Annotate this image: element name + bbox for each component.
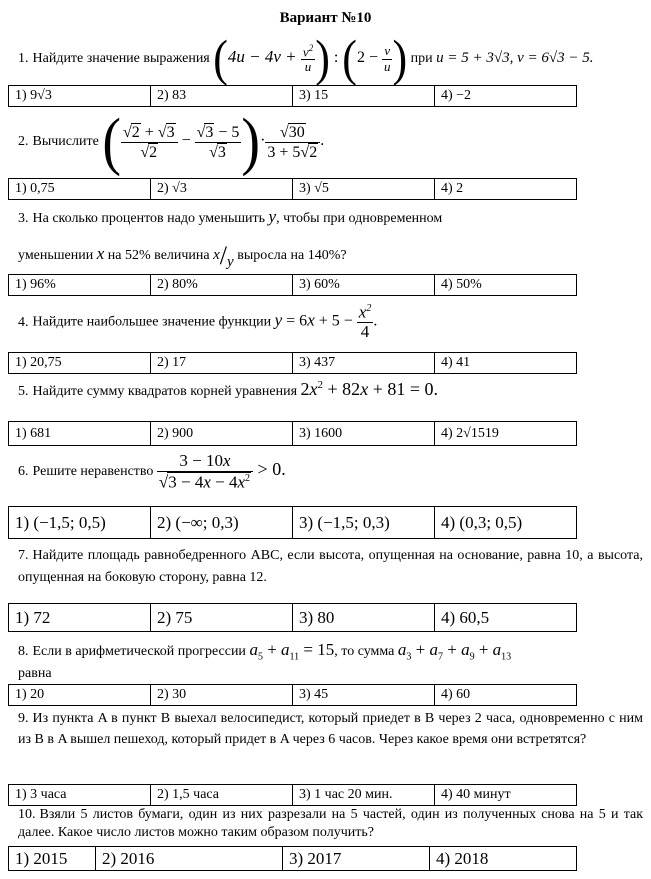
- question-9: [18, 708, 643, 750]
- answer-option[interactable]: 4) 2018: [430, 847, 577, 871]
- answer-table-4: [8, 352, 577, 374]
- answer-option[interactable]: 2) √3: [151, 179, 293, 200]
- question-text: Из пункта A в пункт B выехал велосипедист, который приедет в B через 2 часа, одновременно с ним из B в A вышел пешеход, который придет в A через 6 часов. Через какое время они встретятся?: [18, 711, 643, 747]
- question-text: Взяли 5 листов бумаги, один из них разрезали на 5 частей, один из полученных снова на 5 и так далее. Какое число листов можно таким образом получить?: [18, 807, 643, 840]
- answer-table-3: [8, 274, 577, 296]
- question-3-line-2: уменьшении x на 52% величина x/y выросла на 140%?: [18, 241, 347, 271]
- question-number: 7.: [18, 548, 29, 563]
- answer-option[interactable]: 3) (−1,5; 0,3): [293, 507, 435, 539]
- condition: u = 5 + 3√3, v = 6√3 − 5.: [436, 50, 594, 67]
- question-4: 4. Найдите наибольшее значение функции y = 6x + 5 − $\frac{x^2}{4}$ .: [18, 302, 378, 342]
- answer-option[interactable]: 4) −2: [435, 86, 577, 107]
- question-text: Найдите площадь равнобедренного ABC, если высота, опущенная на основание, равна 10, а высота, опущенная на боковую сторону, равна 12.: [18, 548, 643, 585]
- question-text: выросла на 140%?: [237, 248, 347, 264]
- answer-option[interactable]: 4) 2√1519: [435, 422, 577, 446]
- question-2: 2. Вычислите ( $\frac{√2 + √3}{√2}$ − $\frac{√3 - 5}{√3}$ )· $\frac{√30}{3 + 5√2}$ .: [18, 106, 325, 178]
- question-text: на 52% величина: [107, 248, 210, 264]
- question-number: 10.: [18, 807, 36, 822]
- answer-option[interactable]: 4) 41: [435, 353, 577, 374]
- answer-option[interactable]: 3) 437: [293, 353, 435, 374]
- question-text: , то сумма: [334, 644, 395, 659]
- variable: y: [268, 207, 277, 226]
- answer-option[interactable]: 3) 1 час 20 мин.: [293, 785, 435, 806]
- answer-option[interactable]: 3) 60%: [293, 275, 435, 296]
- question-text: , чтобы при одновременном: [276, 211, 443, 226]
- answer-option[interactable]: 3) 15: [293, 86, 435, 107]
- question-8-tail: равна: [18, 666, 52, 681]
- answer-table-10: [8, 846, 577, 871]
- answer-option[interactable]: 3) √5: [293, 179, 435, 200]
- question-number: 8.: [18, 644, 29, 659]
- answer-option[interactable]: 1) (−1,5; 0,5): [9, 507, 151, 539]
- answer-option[interactable]: 4) 60: [435, 685, 577, 706]
- question-7: [18, 545, 643, 589]
- answer-table-1: [8, 85, 577, 107]
- answer-option[interactable]: 2) 900: [151, 422, 293, 446]
- answer-option[interactable]: 1) 3 часа: [9, 785, 151, 806]
- answer-option[interactable]: 2) 17: [151, 353, 293, 374]
- question-1: 1. Найдите значение выражения (4u − 4v + $\frac{v^2}{u}$ ) : (2 − $\frac{v}{u}$ ) при u = 5 + 3√3, v = 6√3 − 5.: [18, 30, 594, 87]
- answer-option[interactable]: 1) 96%: [9, 275, 151, 296]
- answer-option[interactable]: 4) 40 минут: [435, 785, 577, 806]
- question-6: 6. Решите неравенство $\frac{3 - 10x}{√3 - 4x - 4x^2}$ > 0.: [18, 451, 286, 492]
- answer-table-6: [8, 506, 577, 539]
- answer-option[interactable]: 4) 60,5: [435, 604, 577, 632]
- question-text: Найдите значение выражения: [32, 51, 210, 67]
- answer-option[interactable]: 1) 681: [9, 422, 151, 446]
- answer-option[interactable]: 1) 20,75: [9, 353, 151, 374]
- answer-option[interactable]: 2) (−∞; 0,3): [151, 507, 293, 539]
- answer-option[interactable]: 1) 2015: [9, 847, 96, 871]
- question-number: 6.: [18, 464, 29, 480]
- answer-option[interactable]: 2) 1,5 часа: [151, 785, 293, 806]
- question-text: Найдите сумму квадратов корней уравнения: [32, 384, 298, 399]
- question-tail: при: [410, 51, 433, 67]
- answer-option[interactable]: 1) 0,75: [9, 179, 151, 200]
- question-text: Если в арифметической прогрессии: [32, 644, 246, 659]
- answer-option[interactable]: 3) 45: [293, 685, 435, 706]
- question-text: Решите неравенство: [32, 464, 154, 480]
- question-10: [18, 806, 643, 842]
- question-number: 9.: [18, 711, 29, 726]
- answer-option[interactable]: 2) 30: [151, 685, 293, 706]
- question-text: На сколько процентов надо уменьшить: [32, 211, 266, 226]
- answer-option[interactable]: 1) 72: [9, 604, 151, 632]
- answer-table-9: [8, 784, 577, 806]
- answer-table-2: [8, 178, 577, 200]
- answer-option[interactable]: 2) 83: [151, 86, 293, 107]
- question-number: 1.: [18, 51, 29, 67]
- question-3: [18, 207, 442, 227]
- answer-option[interactable]: 3) 80: [293, 604, 435, 632]
- variable: x: [96, 244, 105, 264]
- answer-option[interactable]: 2) 2016: [96, 847, 283, 871]
- question-number: 2.: [18, 134, 29, 150]
- answer-option[interactable]: 2) 80%: [151, 275, 293, 296]
- answer-table-8: [8, 684, 577, 706]
- answer-option[interactable]: 4) (0,3; 0,5): [435, 507, 577, 539]
- answer-option[interactable]: 4) 50%: [435, 275, 577, 296]
- answer-table-7: [8, 603, 577, 632]
- question-5: 5. Найдите сумму квадратов корней уравнения $2x^2 + 82x + 81 = 0$.: [18, 379, 438, 399]
- question-number: 4.: [18, 314, 29, 330]
- question-number: 5.: [18, 384, 29, 399]
- answer-option[interactable]: 1) 9√3: [9, 86, 151, 107]
- answer-option[interactable]: 3) 2017: [283, 847, 430, 871]
- answer-option[interactable]: 2) 75: [151, 604, 293, 632]
- answer-option[interactable]: 3) 1600: [293, 422, 435, 446]
- question-8: 8. Если в арифметической прогрессии $a_5 + a_{11} = 15$, то сумма $a_3 + a_7 + a_9 + a_{13}$: [18, 640, 512, 663]
- question-number: 3.: [18, 211, 29, 226]
- question-text: уменьшении: [18, 248, 94, 264]
- answer-option[interactable]: 1) 20: [9, 685, 151, 706]
- question-text: Найдите наибольшее значение функции: [32, 314, 272, 330]
- question-text: Вычислите: [32, 134, 99, 150]
- page-title: Вариант №10: [279, 10, 372, 26]
- answer-table-5: [8, 421, 577, 446]
- answer-option[interactable]: 4) 2: [435, 179, 577, 200]
